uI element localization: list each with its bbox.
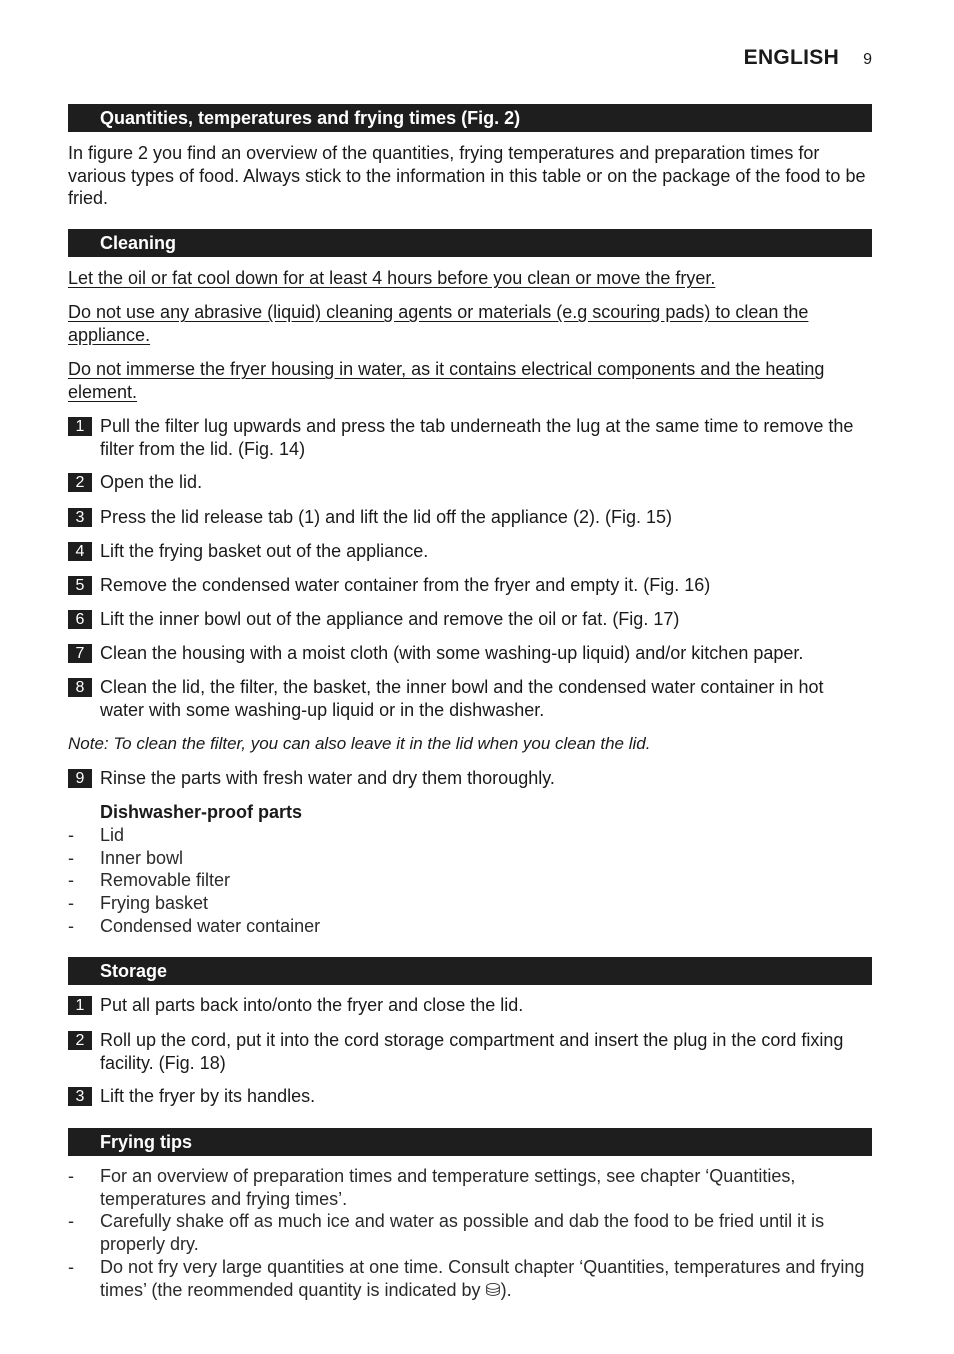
cleaning-step (68, 767, 872, 790)
cleaning-step (68, 415, 872, 460)
list-item-text: Removable filter (100, 870, 231, 891)
step-text: Lift the inner bowl out of the appliance and remove the oil or fat. (Fig. 17) (100, 609, 680, 629)
page-header (744, 46, 872, 76)
step-number: 9 (68, 769, 92, 788)
step-number: 5 (68, 576, 92, 595)
list-item (68, 824, 872, 847)
step-text: Pull the filter lug upwards and press the tab underneath the lug at the same time to remove the filter from the lid. (Fig. 14) (100, 416, 854, 459)
list-item (68, 915, 872, 938)
cleaning-warning (68, 301, 872, 346)
cleaning-step (68, 642, 872, 665)
list-item-text: Carefully shake off as much ice and water as possible and dab the food to be fried until it is properly dry. (100, 1211, 825, 1255)
list-item-text: Do not fry very large quantities at one time. Consult chapter ‘Quantities, temperatures and frying times’ (the reommended quantity is indicated by ⛁). (100, 1256, 865, 1300)
frying-tips-list (68, 1165, 872, 1301)
step-text: Lift the fryer by its handles. (100, 1086, 316, 1106)
step-number: 3 (68, 1087, 92, 1106)
list-item (68, 1210, 872, 1255)
step-text: Lift the frying basket out of the appliance. (100, 541, 429, 561)
dash-marker: - (68, 870, 74, 891)
list-item (68, 892, 872, 915)
list-item-text: Frying basket (100, 893, 209, 914)
quantities-text: In figure 2 you find an overview of the quantities, frying temperatures and preparation times for various types of food. Always stick to the information in this table or on the package of the food to be fried. (68, 143, 866, 208)
cleaning-warning (68, 267, 872, 290)
dash-marker: - (68, 893, 74, 914)
step-text: Roll up the cord, put it into the cord storage compartment and insert the plug in the cord fixing facility. (Fig. 18) (100, 1030, 844, 1073)
cleaning-step (68, 676, 872, 721)
step-number: 7 (68, 644, 92, 663)
step-number: 6 (68, 610, 92, 629)
page-number: 9 (863, 51, 872, 68)
cleaning-step (68, 540, 872, 563)
list-item (68, 1256, 872, 1301)
cleaning-step (68, 608, 872, 631)
dash-marker: - (68, 1211, 74, 1232)
warning-text: Let the oil or fat cool down for at least 4 hours before you clean or move the fryer. (68, 268, 716, 288)
section-title-frying-tips: Frying tips (68, 1128, 872, 1156)
storage-step (68, 1029, 872, 1074)
dash-marker: - (68, 1166, 74, 1186)
step-text: Remove the condensed water container from the fryer and empty it. (Fig. 16) (100, 575, 711, 595)
list-item-text: For an overview of preparation times and temperature settings, see chapter ‘Quantities, temperatures and frying times’. (100, 1166, 796, 1209)
cleaning-warning (68, 358, 872, 403)
cleaning-step (68, 471, 872, 494)
warning-text: Do not immerse the fryer housing in water, as it contains electrical components and the heating element. (68, 359, 825, 402)
step-text: Press the lid release tab (1) and lift the lid off the appliance (2). (Fig. 15) (100, 507, 672, 527)
section-title-cleaning: Cleaning (68, 229, 872, 257)
step-text: Put all parts back into/onto the fryer and close the lid. (100, 995, 524, 1015)
step-text: Clean the lid, the filter, the basket, the inner bowl and the condensed water container in hot water with some washing-up liquid or in the dishwasher. (100, 677, 824, 720)
warning-text: Do not use any abrasive (liquid) cleaning agents or materials (e.g scouring pads) to clean the appliance. (68, 302, 809, 345)
dash-marker: - (68, 915, 74, 936)
dishwasher-proof-title: Dishwasher-proof parts (100, 802, 303, 822)
storage-step (68, 1085, 872, 1108)
list-item (68, 847, 872, 870)
step-text: Clean the housing with a moist cloth (with some washing-up liquid) and/or kitchen paper. (100, 643, 804, 663)
step-number: 4 (68, 542, 92, 561)
section-title-quantities: Quantities, temperatures and frying times (Fig. 2) (68, 104, 872, 132)
dishwasher-proof-list (68, 824, 872, 938)
cleaning-note: Note: To clean the filter, you can also leave it in the lid when you clean the lid. (68, 734, 651, 753)
dash-marker: - (68, 825, 74, 845)
cleaning-step (68, 506, 872, 529)
step-number: 2 (68, 473, 92, 492)
language-label: ENGLISH (743, 46, 840, 69)
dash-marker: - (68, 847, 74, 868)
step-number: 8 (68, 678, 92, 697)
list-item-text: Inner bowl (100, 847, 184, 868)
step-number: 1 (68, 417, 92, 436)
step-text: Rinse the parts with fresh water and dry them thoroughly. (100, 768, 555, 788)
list-item (68, 1165, 872, 1210)
dash-marker: - (68, 1256, 74, 1277)
step-number: 3 (68, 508, 92, 527)
cleaning-step (68, 574, 872, 597)
list-item-text: Condensed water container (100, 915, 321, 936)
step-number: 2 (68, 1031, 92, 1050)
section-title-storage: Storage (68, 957, 872, 985)
list-item-text: Lid (100, 825, 125, 845)
storage-step (68, 994, 872, 1017)
step-text: Open the lid. (100, 472, 203, 492)
list-item (68, 869, 872, 892)
step-number: 1 (68, 996, 92, 1015)
